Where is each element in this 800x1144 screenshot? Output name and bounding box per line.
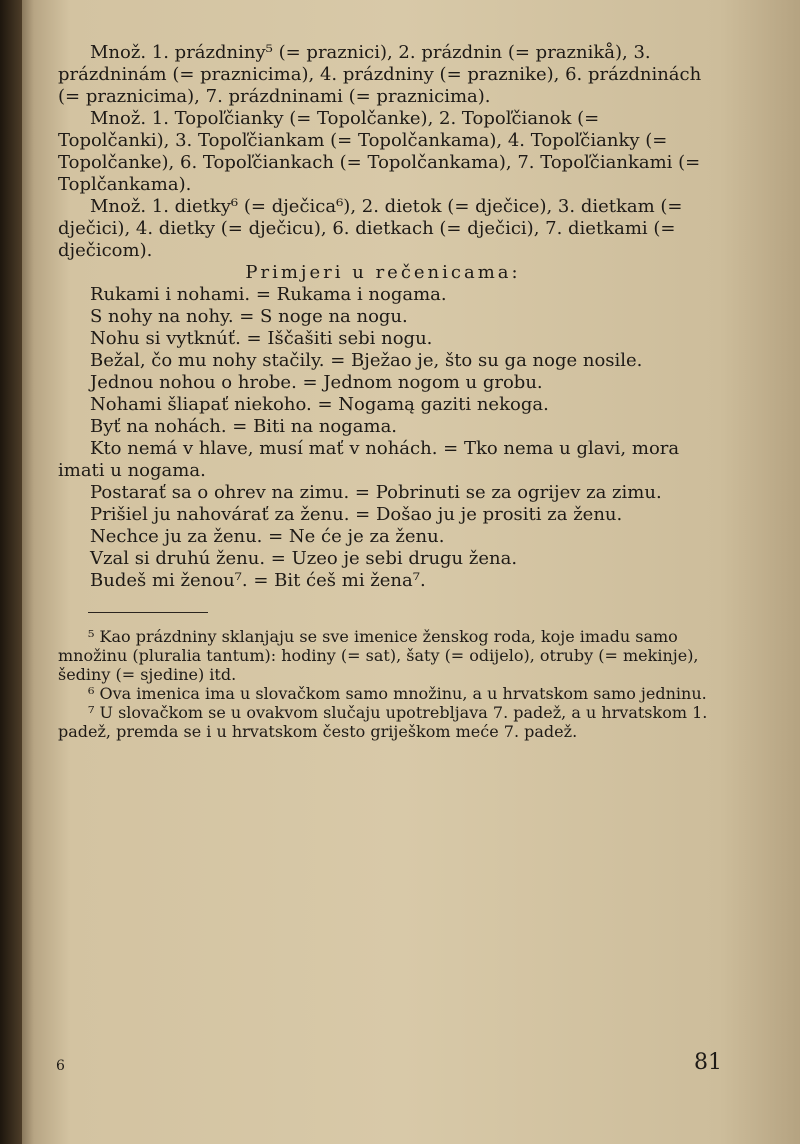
printer-signature-mark: 6	[56, 1058, 65, 1074]
footnote-7: ⁷ U slovačkom se u ovakvom slučaju upotrebljava 7. padež, a u hrvatskom 1. padež, premda se i u hrvatskom često griješkom meće 7. padež.	[58, 703, 708, 741]
example-sentence: Jednou nohou o hrobe. = Jednom nogom u grobu.	[90, 372, 543, 393]
example-sentence: Vzal si druhú ženu. = Uzeo je sebi drugu žena.	[90, 548, 518, 569]
paragraph-dietky: Množ. 1. dietky⁶ (= dječica⁶), 2. dietok (= dječice), 3. dietkam (= dječici), 4. dietky (= dječicu), 6. dietkach (= dječici), 7. dietkami (= dječicom).	[58, 196, 683, 261]
example-sentence: Byť na nohách. = Biti na nogama.	[90, 416, 398, 437]
example-sentence: Kto nemá v hlave, musí mať v nohách. = Tko nema u glavi, mora imati u nogama.	[58, 438, 680, 481]
example-sentence: Nohu si vytknúť. = Iščašiti sebi nogu.	[90, 328, 433, 349]
paragraph-prazdniny: Množ. 1. prázdniny⁵ (= praznici), 2. prázdnin (= praznikå), 3. prázdninám (= praznicima), 4. prázdniny (= praznike), 6. prázdninách (= praznicima), 7. prázdninami (= praznicima).	[58, 42, 702, 107]
example-sentence: Nechce ju za ženu. = Ne će je za ženu.	[90, 526, 445, 547]
example-sentence: Nohami šliapať niekoho. = Nogamą gaziti nekoga.	[90, 394, 549, 415]
example-sentence: Postarať sa o ohrev na zimu. = Pobrinuti se za ogrijev za zimu.	[90, 482, 662, 503]
footnote-6: ⁶ Ova imenica ima u slovačkom samo množinu, a u hrvatskom samo jedninu.	[88, 684, 707, 703]
example-sentence: Rukami i nohami. = Rukama i nogama.	[90, 284, 447, 305]
example-sentence: Bežal, čo mu nohy stačily. = Bježao je, što su ga noge nosile.	[90, 350, 643, 371]
book-spine	[0, 0, 22, 1144]
footnote-5: ⁵ Kao prázdniny sklanjaju se sve imenice ženskog roda, koje imadu samo množinu (pluralia tantum): hodiny (= sat), šaty (= odijelo), otruby (= mekinje), šediny (= sjedine) itd.	[58, 627, 699, 684]
example-sentence: S nohy na nohy. = S noge na nogu.	[90, 306, 408, 327]
page-number: 81	[694, 1050, 722, 1075]
example-sentence: Prišiel ju nahovárať za ženu. = Došao ju je prositi za ženu.	[90, 504, 623, 525]
section-heading: Primjeri u rečenicama:	[245, 262, 521, 283]
footnote-divider	[88, 612, 208, 613]
paragraph-topolcianky: Množ. 1. Topoľčianky (= Topolčanke), 2. Topoľčianok (= Topolčanki), 3. Topoľčiankam (= Topolčankama), 4. Topoľčianky (= Topolčanke), 6. Topoľčiankach (= Topolčankama), 7. Topoľčiankami (= Toplčankama).	[58, 108, 701, 195]
page-content	[58, 42, 708, 741]
example-sentence: Budeš mi ženou⁷. = Bit ćeš mi žena⁷.	[90, 570, 426, 591]
